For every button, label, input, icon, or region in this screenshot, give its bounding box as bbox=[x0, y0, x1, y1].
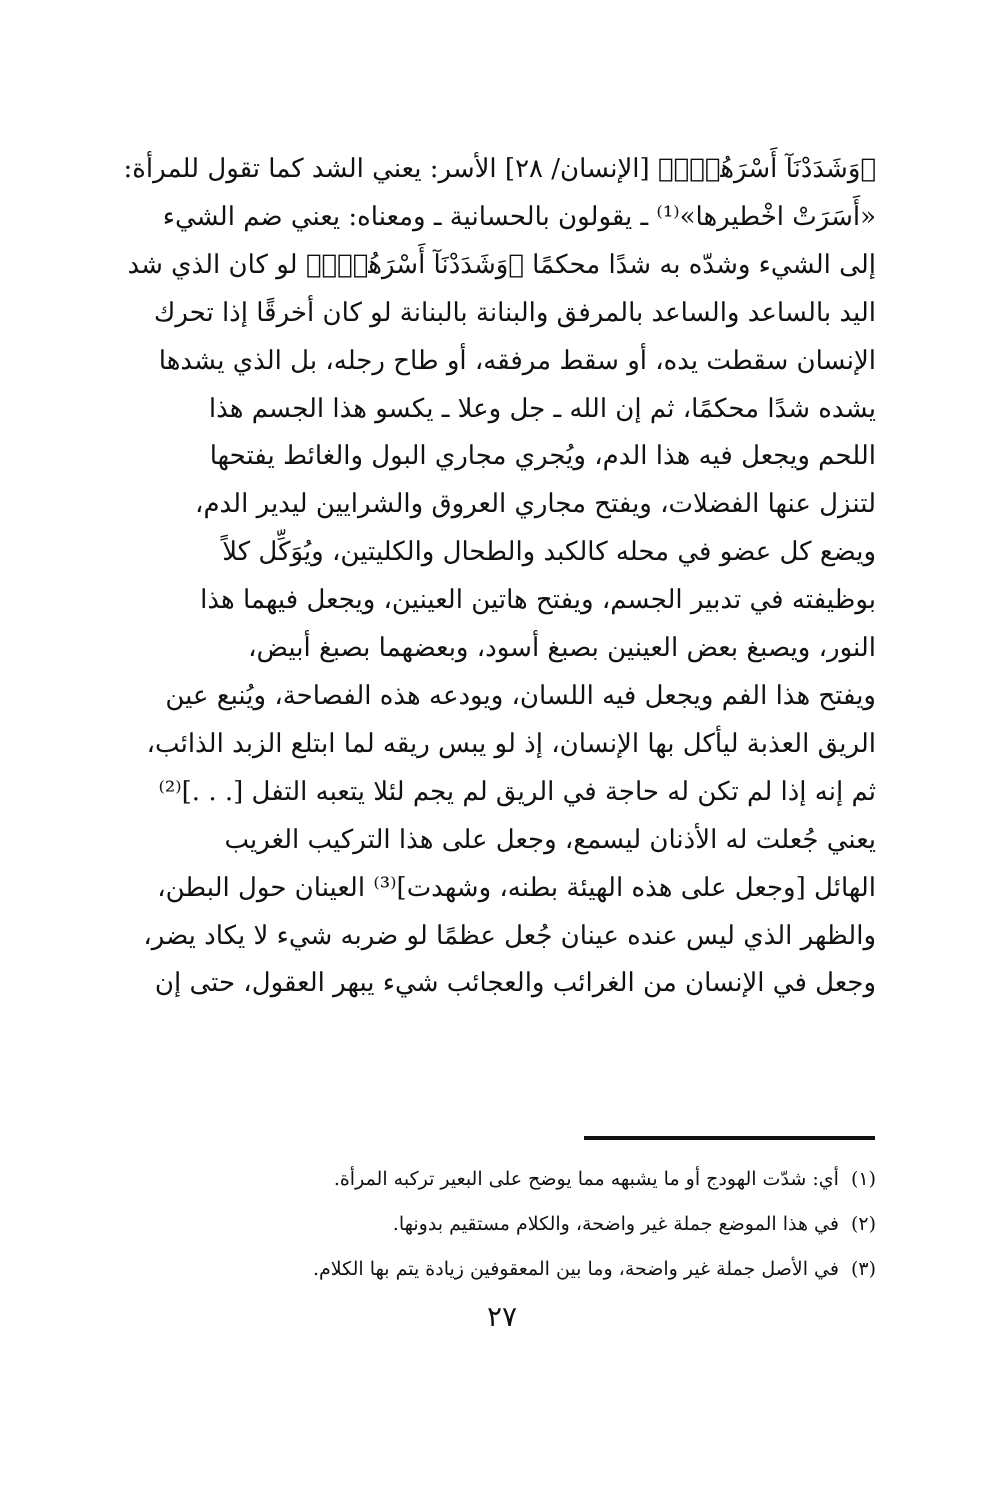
text-line: لتنزل عنها الفضلات، ويفتح مجاري العروق والشرايين ليدير الدم، bbox=[195, 489, 876, 520]
text-line: اليد بالساعد والساعد بالمرفق والبنانة بالبنانة لو كان أخرقًا إذا تحرك bbox=[153, 297, 876, 328]
main-text bbox=[118, 146, 876, 1008]
text-line: الريق العذبة ليأكل بها الإنسان، إذ لو يبس ريقه لما ابتلع الزبد الذائب، bbox=[146, 728, 876, 759]
footnote-item bbox=[118, 1202, 876, 1247]
text-line: إلى الشيء وشدّه به شدًا محكمًا ﴿وَشَدَدْنَآ أَسْرَهُمْۖ﴾ لو كان الذي شد bbox=[127, 249, 876, 280]
text-line: الهائل [وجعل على هذه الهيئة بطنه، وشهدت]⁽³⁾ العينان حول البطن، bbox=[157, 872, 876, 903]
text-line: اللحم ويجعل فيه هذا الدم، ويُجري مجاري البول والغائط يفتحها bbox=[209, 441, 876, 472]
footnote-item bbox=[118, 1247, 876, 1292]
text-line: النور، ويصبغ بعض العينين بصبغ أسود، وبعضهما بصبغ أبيض، bbox=[248, 633, 876, 664]
text-line: ويفتح هذا الفم ويجعل فيه اللسان، ويودعه هذه الفصاحة، ويُنبع عين bbox=[165, 680, 876, 711]
text-line: ثم إنه إذا لم تكن له حاجة في الريق لم يجم لئلا يتعبه التفل [. . .]⁽²⁾ bbox=[158, 776, 876, 807]
footnote-number: (٣) bbox=[850, 1258, 876, 1280]
page-number: ٢٧ bbox=[486, 1300, 518, 1333]
footnote-number: (١) bbox=[850, 1168, 876, 1190]
text-line: بوظيفته في تدبير الجسم، ويفتح هاتين العينين، ويجعل فيهما هذا bbox=[200, 585, 876, 616]
footnote-text: أي: شدّت الهودج أو ما يشبهه مما يوضح على البعير تركبه المرأة. bbox=[333, 1168, 839, 1190]
text-line: ﴿وَشَدَدْنَآ أَسْرَهُمْۖ﴾ [الإنسان/ ٢٨] الأسر: يعني الشد كما تقول للمرأة: bbox=[123, 154, 876, 184]
footnote-text: في الأصل جملة غير واضحة، وما بين المعقوفين زيادة يتم بها الكلام. bbox=[312, 1258, 839, 1280]
footnotes bbox=[118, 1157, 876, 1292]
text-line: يشده شدًا محكمًا، ثم إن الله ـ جل وعلا ـ يكسو هذا الجسم هذا bbox=[208, 393, 876, 424]
text-line: «أَسَرَتْ اخْطيرها»⁽¹⁾ ـ يقولون بالحسانية ـ ومعناه: يعني ضم الشيء bbox=[162, 201, 876, 232]
footnote-item bbox=[118, 1157, 876, 1202]
text-line: والظهر الذي ليس عنده عينان جُعل عظمًا لو ضربه شيء لا يكاد يضر، bbox=[143, 920, 876, 951]
footnote-separator bbox=[584, 1136, 875, 1140]
footnote-number: (٢) bbox=[850, 1213, 876, 1235]
text-line: يعني جُعلت له الأذنان ليسمع، وجعل على هذا التركيب الغريب bbox=[224, 824, 876, 855]
text-line: وجعل في الإنسان من الغرائب والعجائب شيء يبهر العقول، حتى إن bbox=[154, 968, 876, 999]
footnote-text: في هذا الموضع جملة غير واضحة، والكلام مستقيم بدونها. bbox=[392, 1213, 839, 1235]
text-line: ويضع كل عضو في محله كالكبد والطحال والكليتين، ويُوَكِّل كلاً bbox=[222, 537, 876, 568]
text-line: الإنسان سقطت يده، أو سقط مرفقه، أو طاح رجله، بل الذي يشدها bbox=[158, 345, 876, 376]
